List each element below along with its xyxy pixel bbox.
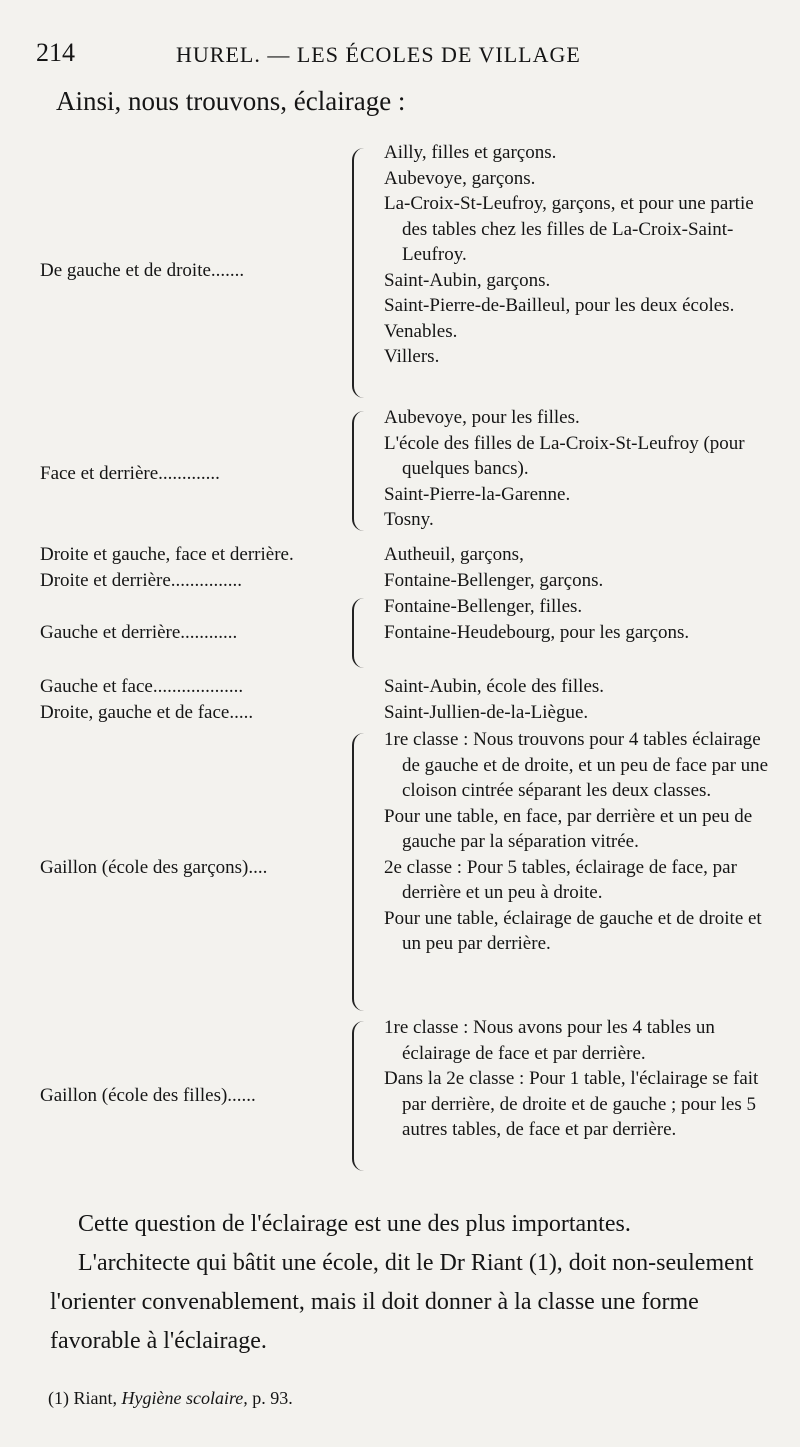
footnote-work: Hygiène scolaire, — [121, 1388, 248, 1408]
single-row — [40, 700, 780, 725]
row-value: Saint-Aubin, école des filles. — [384, 676, 605, 697]
list-item: Pour une table, éclairage de gauche et de droite et un peu par derrière. — [384, 907, 762, 954]
group-gaillon-garcons — [0, 727, 800, 1015]
list-item: Saint-Pierre-la-Garenne. — [384, 483, 571, 505]
body-paragraph — [50, 1205, 770, 1361]
list-item: Dans la 2e classe : Pour 1 table, l'éclairage se fait par derrière, de droite et de gauche ; pour les 5 autres tables, de face et par derrière. — [384, 1068, 759, 1140]
brace — [352, 733, 376, 1011]
list-item: Fontaine-Heudebourg, pour les garçons. — [384, 621, 690, 643]
list-item: 2e classe : Pour 5 tables, éclairage de face, par derrière et un peu à droite. — [384, 856, 737, 903]
row-label: Droite, gauche et de face..... — [40, 702, 254, 723]
page-header — [36, 38, 764, 72]
group-label: De gauche et de droite....... — [40, 260, 245, 281]
list-item: Tosny. — [384, 509, 434, 530]
list-item: Saint-Aubin, garçons. — [384, 269, 551, 291]
brace — [352, 411, 376, 531]
footnote-marker: (1) — [48, 1388, 69, 1408]
brace — [352, 148, 376, 398]
list-item: Fontaine-Bellenger, filles. — [384, 596, 583, 617]
paragraph-line: Cette question de l'éclairage est une des plus importantes. — [78, 1211, 631, 1237]
list-item: L'école des filles de La-Croix-St-Leufroy (pour quelques bancs). — [384, 432, 745, 479]
entry-list — [384, 405, 770, 533]
list-item: Villers. — [384, 346, 440, 367]
list-item: Pour une table, en face, par derrière et un peu de gauche par la séparation vitrée. — [384, 805, 753, 852]
list-item: 1re classe : Nous trouvons pour 4 tables éclairage de gauche et de droite, et un peu de face par une cloison cintrée séparant les deux classes. — [384, 729, 769, 801]
single-row — [40, 568, 780, 593]
group-label: Gaillon (école des garçons).... — [40, 857, 268, 878]
row-value: Fontaine-Bellenger, garçons. — [384, 570, 604, 591]
list-item: Aubevoye, garçons. — [384, 167, 536, 189]
row-value: Saint-Jullien-de-la-Liègue. — [384, 702, 589, 723]
entry-list — [384, 594, 770, 645]
paragraph-line: L'architecte qui bâtit une école, dit le Dr Riant (1), doit non-seulement l'orienter convenablement, mais il doit donner à la classe une forme favorable à l'éclairage. — [50, 1250, 754, 1354]
group-gauche-et-derriere — [0, 594, 800, 672]
footnote-author: Riant, — [73, 1388, 117, 1408]
entry-list — [384, 727, 770, 957]
entry-list — [384, 140, 770, 370]
running-title: HUREL. — LES ÉCOLES DE VILLAGE — [176, 42, 581, 67]
group-label: Face et derrière............. — [40, 463, 220, 484]
page-number: 214 — [36, 38, 75, 67]
group-label: Gauche et derrière............ — [40, 622, 238, 643]
intro-line: Ainsi, nous trouvons, éclairage : — [56, 86, 406, 116]
entry-list — [384, 1015, 770, 1143]
footnote-page: p. 93. — [252, 1388, 293, 1408]
list-item: Venables. — [384, 320, 458, 342]
list-item: Aubevoye, pour les filles. — [384, 407, 580, 428]
list-item: Saint-Pierre-de-Bailleul, pour les deux écoles. — [384, 295, 735, 316]
list-item: Ailly, filles et garçons. — [384, 142, 557, 163]
row-label: Gauche et face................... — [40, 676, 244, 697]
group-label: Gaillon (école des filles)...... — [40, 1085, 256, 1106]
single-row — [40, 542, 780, 567]
brace — [352, 598, 376, 668]
row-label: Droite et gauche, face et derrière. — [40, 544, 294, 565]
brace — [352, 1021, 376, 1171]
row-label: Droite et derrière............... — [40, 570, 243, 591]
group-face-et-derriere — [0, 405, 800, 535]
group-gaillon-filles — [0, 1015, 800, 1175]
list-item: 1re classe : Nous avons pour les 4 tables un éclairage de face et par derrière. — [384, 1017, 715, 1064]
group-de-gauche-et-de-droite — [0, 140, 800, 402]
footnote — [48, 1388, 293, 1409]
list-item: La-Croix-St-Leufroy, garçons, et pour une partie des tables chez les filles de La-Croix-Saint-Leufroy. — [384, 193, 754, 265]
single-row — [40, 674, 780, 699]
row-value: Autheuil, garçons, — [384, 544, 524, 565]
